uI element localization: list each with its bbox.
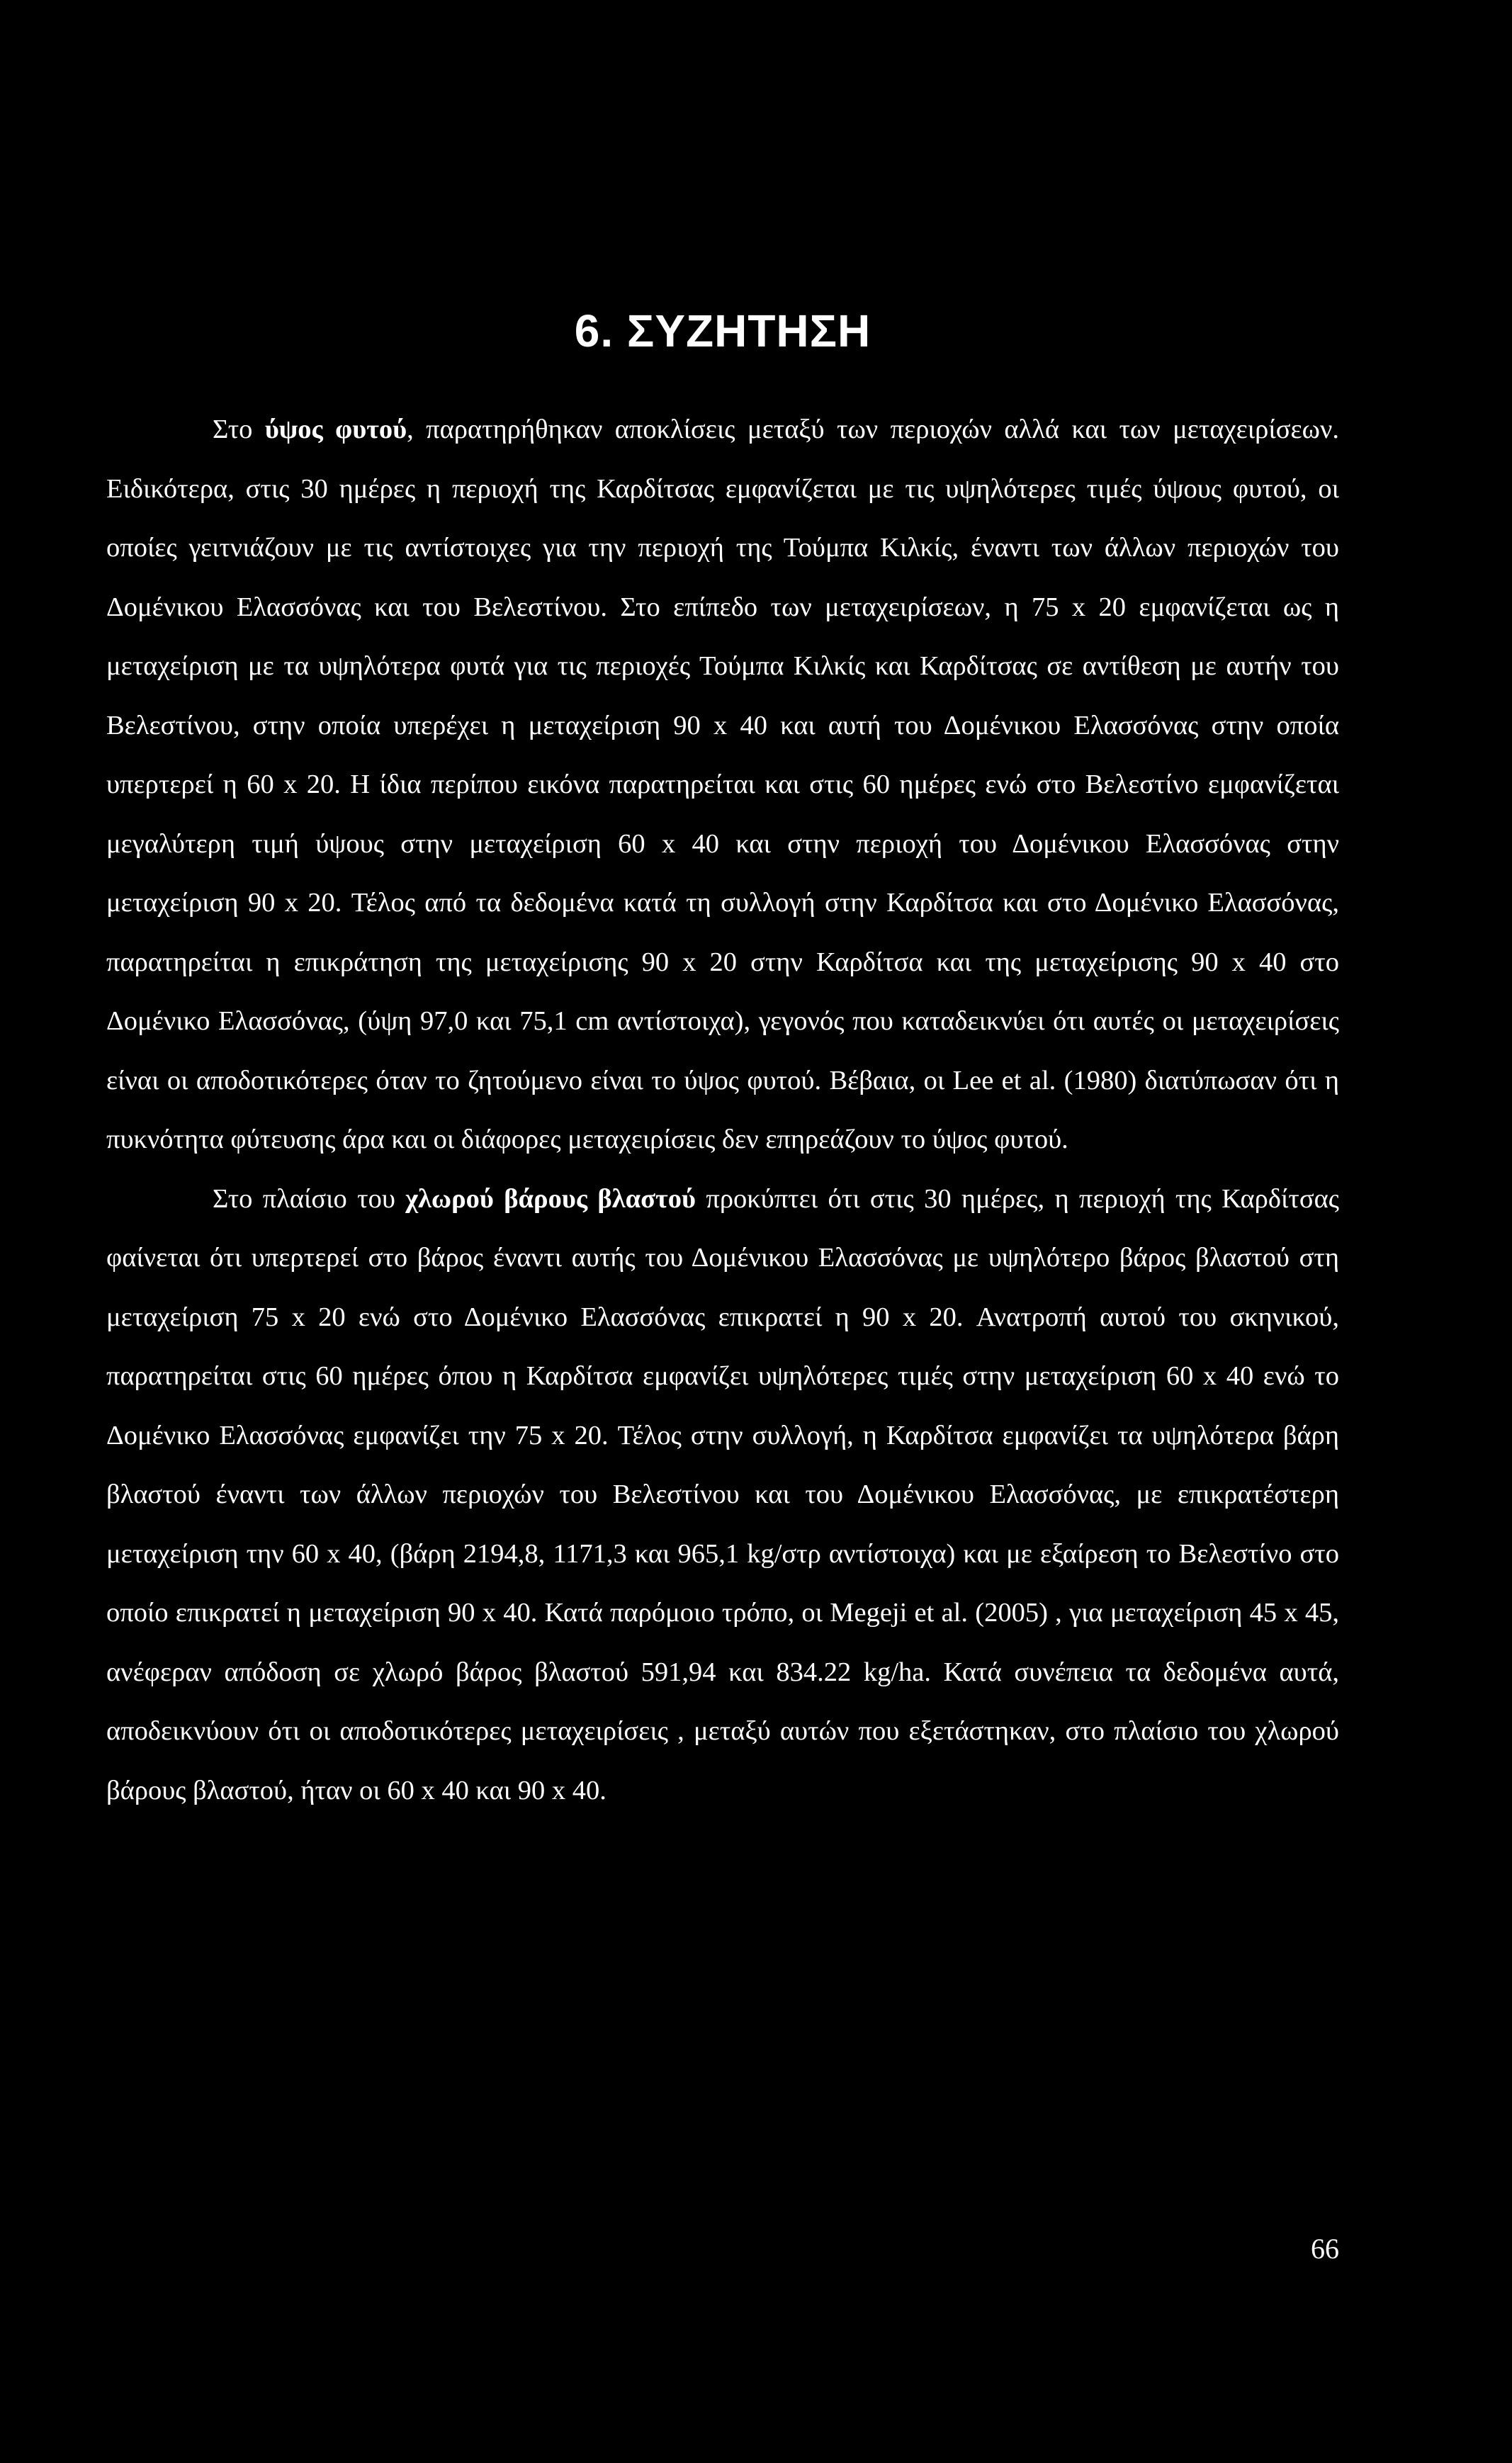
bold-term-plant-height: ύψος φυτού <box>264 415 407 444</box>
paragraph-fresh-weight <box>106 1170 1339 1821</box>
bold-term-fresh-weight: χλωρού βάρους βλαστού <box>405 1183 696 1214</box>
document-page <box>106 0 1339 2463</box>
page-number: 66 <box>1311 2233 1339 2265</box>
paragraph-plant-height <box>106 400 1339 1170</box>
body-text <box>106 400 1339 1820</box>
paragraph-lead: Στο πλαίσιο του <box>213 1183 406 1214</box>
paragraph-rest: , παρατηρήθηκαν αποκλίσεις μεταξύ των περιοχών αλλά και των μεταχειρίσεων. Ειδικότερα, στις 30 ημέρες η περιοχή της Καρδίτσας εμφανίζεται με τις υψηλότερες τιμές ύψους φυτού, οι οποίες γειτνιάζουν με τις αντίστοιχες για την περιοχή της Τούμπα Κιλκίς, έναντι των άλλων περιοχών του Δομένικου Ελασσόνας και του Βελεστίνου. Στο επίπεδο των μεταχειρίσεων, η 75 x 20 εμφανίζεται ως η μεταχείριση με τα υψηλότερα φυτά για τις περιοχές Τούμπα Κιλκίς και Καρδίτσας σε αντίθεση με αυτήν του Βελεστίνου, στην οποία υπερέχει η μεταχείριση 90 x 40 και αυτή του Δομένικου Ελασσόνας στην οποία υπερτερεί η 60 x 20. Η ίδια περίπου εικόνα παρατηρείται και στις 60 ημέρες ενώ στο Βελεστίνο εμφανίζεται μεγαλύτερη τιμή ύψους στην μεταχείριση 60 x 40 και στην περιοχή του Δομένικου Ελασσόνας στην μεταχείριση 90 x 20. Τέλος από τα δεδομένα κατά τη συλλογή στην Καρδίτσα και στο Δομένικο Ελασσόνας, παρατηρείται η επικράτηση της μεταχείρισης 90 x 20 στην Καρδίτσα και της μεταχείρισης 90 x 40 στο Δομένικο Ελασσόνας, (ύψη 97,0 και 75,1 cm αντίστοιχα), γεγονός που καταδεικνύει ότι αυτές οι μεταχειρίσεις είναι οι αποδοτικότερες όταν το ζητούμενο είναι το ύψος φυτού. Βέβαια, οι Lee et al. (1980) διατύπωσαν ότι η πυκνότητα φύτευσης άρα και οι διάφορες μεταχειρίσεις δεν επηρεάζουν το ύψος φυτού. <box>106 415 1339 1154</box>
paragraph-lead: Στο <box>213 415 265 444</box>
paragraph-rest: προκύπτει ότι στις 30 ημέρες, η περιοχή της Καρδίτσας φαίνεται ότι υπερτερεί στο βάρος έναντι αυτής του Δομένικου Ελασσόνας με υψηλότερο βάρος βλαστού στη μεταχείριση 75 x 20 ενώ στο Δομένικο Ελασσόνας επικρατεί η 90 x 20. Ανατροπή αυτού του σκηνικού, παρατηρείται στις 60 ημέρες όπου η Καρδίτσα εμφανίζει υψηλότερες τιμές στην μεταχείριση 60 x 40 ενώ το Δομένικο Ελασσόνας εμφανίζει την 75 x 20. Τέλος στην συλλογή, η Καρδίτσα εμφανίζει τα υψηλότερα βάρη βλαστού έναντι των άλλων περιοχών του Βελεστίνου και του Δομένικου Ελασσόνας, με επικρατέστερη μεταχείριση την 60 x 40, (βάρη 2194,8, 1171,3 και 965,1 kg/στρ αντίστοιχα) και με εξαίρεση το Βελεστίνο στο οποίο επικρατεί η μεταχείριση 90 x 40. Κατά παρόμοιο τρόπο, οι Megeji et al. (2005) , για μεταχείριση 45 x 45, ανέφεραν απόδοση σε χλωρό βάρος βλαστού 591,94 και 834.22 kg/ha. Κατά συνέπεια τα δεδομένα αυτά, αποδεικνύουν ότι οι αποδοτικότερες μεταχειρίσεις , μεταξύ αυτών που εξετάστηκαν, στο πλαίσιο του χλωρού βάρους βλαστού, ήταν οι 60 x 40 και 90 x 40. <box>106 1183 1339 1805</box>
section-heading: 6. ΣΥΖΗΤΗΣΗ <box>574 305 871 356</box>
